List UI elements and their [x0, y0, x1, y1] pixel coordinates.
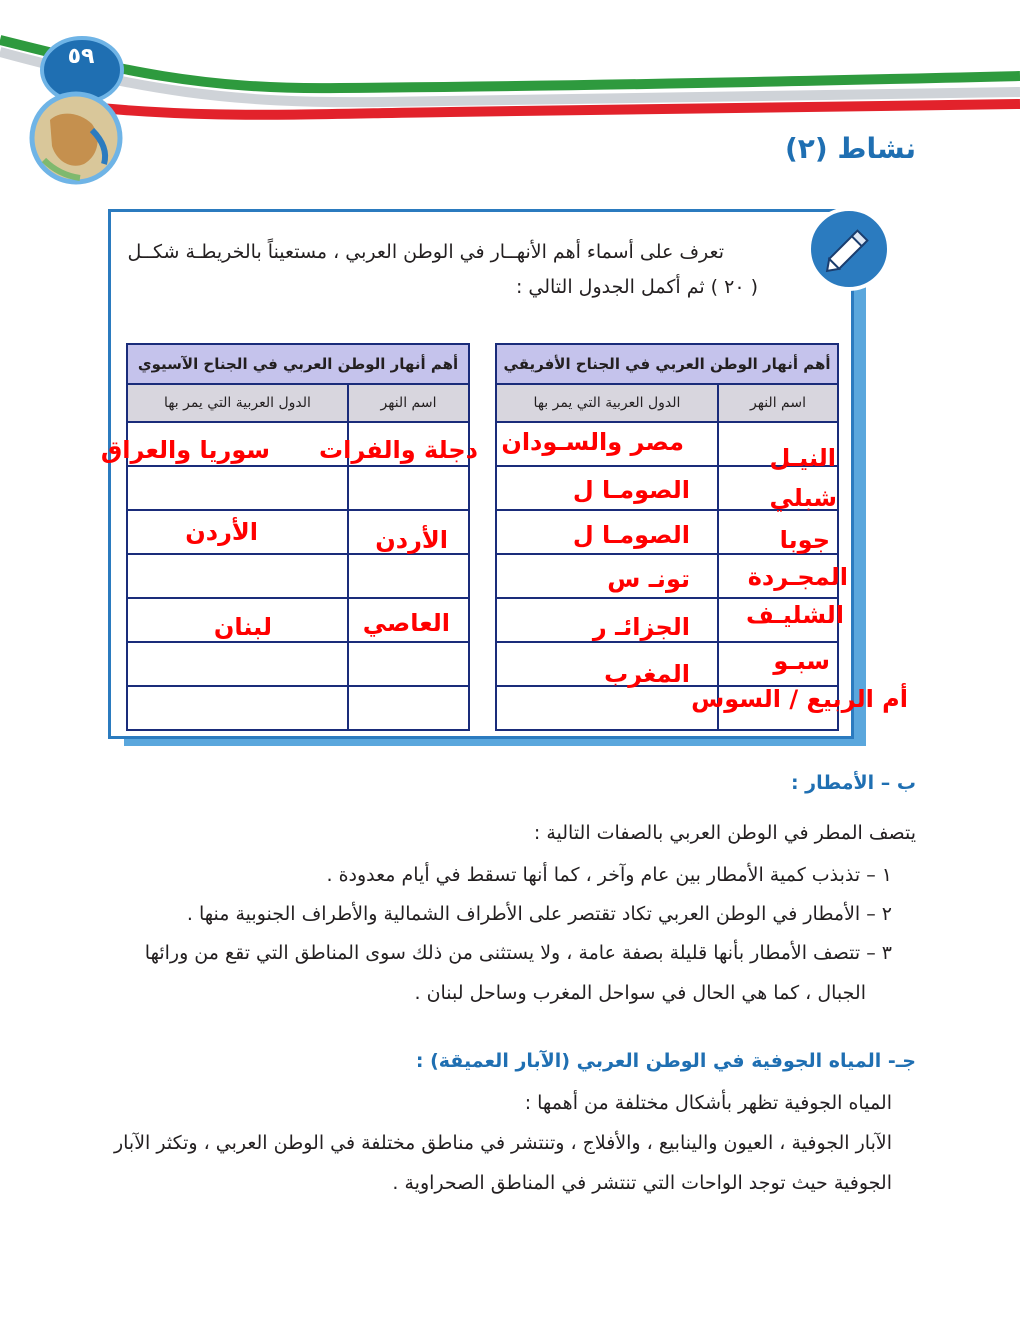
- african-river-header: اسم النهر: [718, 384, 838, 422]
- asian-country-answer: لبنان: [213, 613, 272, 641]
- groundwater-intro: المياه الجوفية تظهر بأشكال مختلفة من أهمها :: [524, 1092, 892, 1114]
- table-row: [127, 686, 469, 730]
- rain-item-2: ٢ – الأمطار في الوطن العربي تكاد تقتصر على الأطراف الشمالية والأطراف الجنوبية منها .: [186, 903, 892, 925]
- african-river-answer: شبلي: [769, 484, 837, 512]
- asian-countries-header: الدول العربية التي يمر بها: [127, 384, 348, 422]
- groundwater-body: الآبار الجوفية ، العيون والينابيع ، والأفلاج ، وتنتشر في مناطق مختلفة في الوطن العربي ، وتكثر الآبار: [113, 1132, 892, 1154]
- african-country-answer: الجزائـ ر: [592, 613, 690, 641]
- page-number: ٥٩: [67, 44, 95, 69]
- rain-intro: يتصف المطر في الوطن العربي بالصفات التالية :: [533, 822, 916, 844]
- african-country-answer: الصومـا ل: [572, 521, 690, 549]
- asian-river-answer: دجلة والفرات: [318, 436, 478, 464]
- instruction-line-2: ( ٢٠ ) ثم أكمل الجدول التالي :: [515, 276, 758, 298]
- african-country-answer: تونـ س: [607, 565, 690, 593]
- instruction-line-1: تعرف على أسماء أهم الأنهــار في الوطن العربي ، مستعيناً بالخريطـة شكــل: [127, 241, 724, 263]
- rain-item-3-cont: الجبال ، كما هي الحال في سواحل المغرب وساحل لبنان .: [414, 982, 866, 1004]
- african-river-answer: جوبا: [779, 526, 830, 554]
- african-river-answer: النيـل: [769, 444, 836, 472]
- groundwater-heading: جـ- المياه الجوفية في الوطن العربي (الآبار العميقة) :: [415, 1050, 916, 1072]
- african-country-answer: المغرب: [604, 660, 690, 688]
- african-country-answer: مصر والسـودان: [501, 428, 684, 456]
- asian-river-answer: العاصي: [362, 609, 450, 637]
- african-table-title: أهم أنهار الوطن العربي في الجناح الأفريقي: [496, 344, 838, 384]
- table-row: [127, 466, 469, 510]
- groundwater-body-cont: الجوفية حيث توجد الواحات التي تنتشر في المناطق الصحراوية .: [392, 1172, 892, 1194]
- rain-item-1: ١ – تذبذب كمية الأمطار بين عام وآخر ، كما أنها تسقط في أيام معدودة .: [326, 864, 892, 886]
- african-river-answer: أم الربيع / السوس: [691, 685, 908, 713]
- asian-table-title: أهم أنهار الوطن العربي في الجناح الآسيوي: [127, 344, 469, 384]
- header-decoration: [0, 0, 1020, 200]
- asian-river-header: اسم النهر: [348, 384, 469, 422]
- african-countries-header: الدول العربية التي يمر بها: [496, 384, 718, 422]
- african-river-answer: سبـو: [773, 647, 830, 675]
- african-country-answer: الصومـا ل: [572, 476, 690, 504]
- asian-river-answer: الأردن: [375, 526, 448, 554]
- rain-heading: ب – الأمطار :: [790, 772, 916, 794]
- african-river-answer: الشليـف: [745, 601, 844, 629]
- asian-country-answer: سوريا والعراق: [100, 436, 270, 464]
- table-row: [127, 642, 469, 686]
- activity-title: نشاط (٢): [784, 132, 916, 165]
- pencil-icon: [806, 206, 892, 292]
- asian-country-answer: الأردن: [185, 518, 258, 546]
- table-row: [127, 554, 469, 598]
- rain-item-3: ٣ – تتصف الأمطار بأنها قليلة بصفة عامة ، ولا يستثنى من ذلك سوى المناطق التي تقع من ورائها: [144, 942, 892, 964]
- african-river-answer: المجـردة: [747, 563, 848, 591]
